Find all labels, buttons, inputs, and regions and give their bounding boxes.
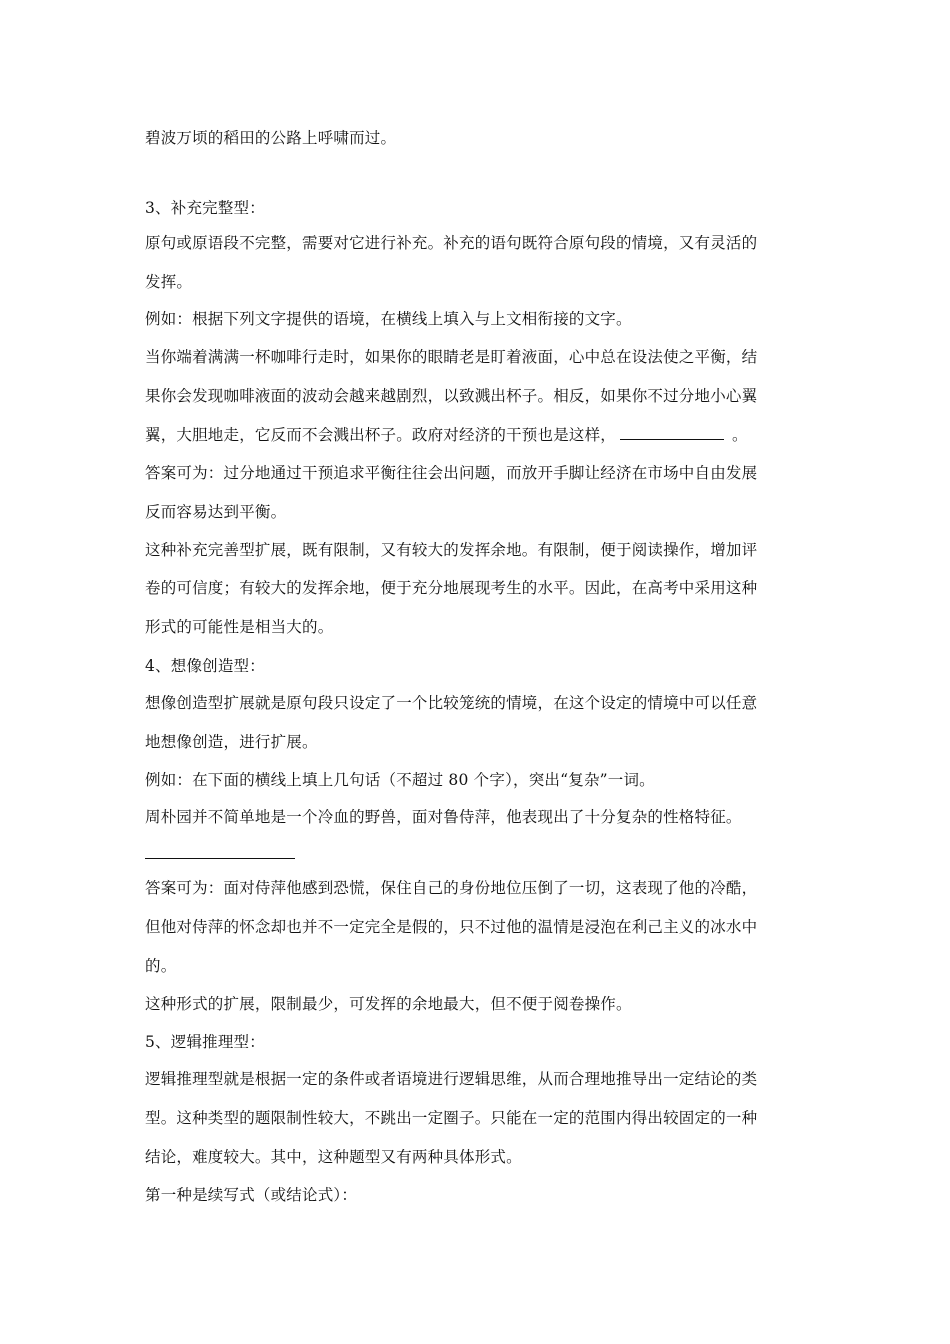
paragraph-line: 例如：根据下列文字提供的语境，在横线上填入与上文相衔接的文字。 — [145, 310, 632, 328]
answer-line: 答案可为：过分地通过干预追求平衡往往会出问题，而放开手脚让经济在市场中自由发展 — [145, 464, 758, 482]
paragraph-line: 原句或原语段不完整，需要对它进行补充。补充的语句既符合原句段的情境，又有灵活的 — [145, 234, 758, 252]
paragraph-line: 第一种是续写式（或结论式）： — [145, 1186, 358, 1204]
answer-line: 的。 — [145, 957, 177, 975]
paragraph-line — [145, 425, 748, 445]
paragraph-text: 。 — [732, 426, 748, 444]
section-heading: 3、补充完整型： — [145, 199, 265, 217]
answer-blank — [620, 425, 724, 440]
paragraph-line: 当你端着满满一杯咖啡行走时，如果你的眼睛老是盯着液面，心中总在设法使之平衡，结 — [145, 348, 758, 366]
paragraph-line: 这种补充完善型扩展，既有限制，又有较大的发挥余地。有限制，便于阅读操作，增加评 — [145, 541, 758, 559]
paragraph-line: 形式的可能性是相当大的。 — [145, 618, 334, 636]
section-heading: 5、逻辑推理型： — [145, 1033, 265, 1051]
paragraph-line: 逻辑推理型就是根据一定的条件或者语境进行逻辑思维，从而合理地推导出一定结论的类 — [145, 1070, 758, 1088]
answer-blank-line — [145, 858, 295, 859]
section-heading: 4、想像创造型： — [145, 657, 265, 675]
paragraph-line: 地想像创造，进行扩展。 — [145, 733, 318, 751]
paragraph-line: 发挥。 — [145, 273, 193, 291]
paragraph-line: 这种形式的扩展，限制最少，可发挥的余地最大，但不便于阅卷操作。 — [145, 995, 632, 1013]
paragraph-line: 碧波万顷的稻田的公路上呼啸而过。 — [145, 129, 397, 147]
paragraph-line: 例如：在下面的横线上填上几句话（不超过 80 个字），突出“复杂”一词。 — [145, 771, 655, 789]
paragraph-line: 想像创造型扩展就是原句段只设定了一个比较笼统的情境，在这个设定的情境中可以任意 — [145, 694, 758, 712]
paragraph-line: 卷的可信度；有较大的发挥余地，便于充分地展现考生的水平。因此，在高考中采用这种 — [145, 579, 758, 597]
answer-line: 但他对侍萍的怀念却也并不一定完全是假的，只不过他的温情是浸泡在利己主义的冰水中 — [145, 918, 758, 936]
answer-line: 答案可为：面对侍萍他感到恐慌，保住自己的身份地位压倒了一切，这表现了他的冷酷， — [145, 879, 758, 897]
paragraph-line: 结论，难度较大。其中，这种题型又有两种具体形式。 — [145, 1148, 522, 1166]
paragraph-line: 型。这种类型的题限制性较大，不跳出一定圈子。只能在一定的范围内得出较固定的一种 — [145, 1109, 758, 1127]
paragraph-text: 翼，大胆地走，它反而不会溅出杯子。政府对经济的干预也是这样， — [145, 426, 617, 444]
paragraph-line: 周朴园并不简单地是一个冷血的野兽，面对鲁侍萍，他表现出了十分复杂的性格特征。 — [145, 808, 742, 826]
answer-line: 反而容易达到平衡。 — [145, 503, 287, 521]
paragraph-line: 果你会发现咖啡液面的波动会越来越剧烈，以致溅出杯子。相反，如果你不过分地小心翼 — [145, 387, 758, 405]
